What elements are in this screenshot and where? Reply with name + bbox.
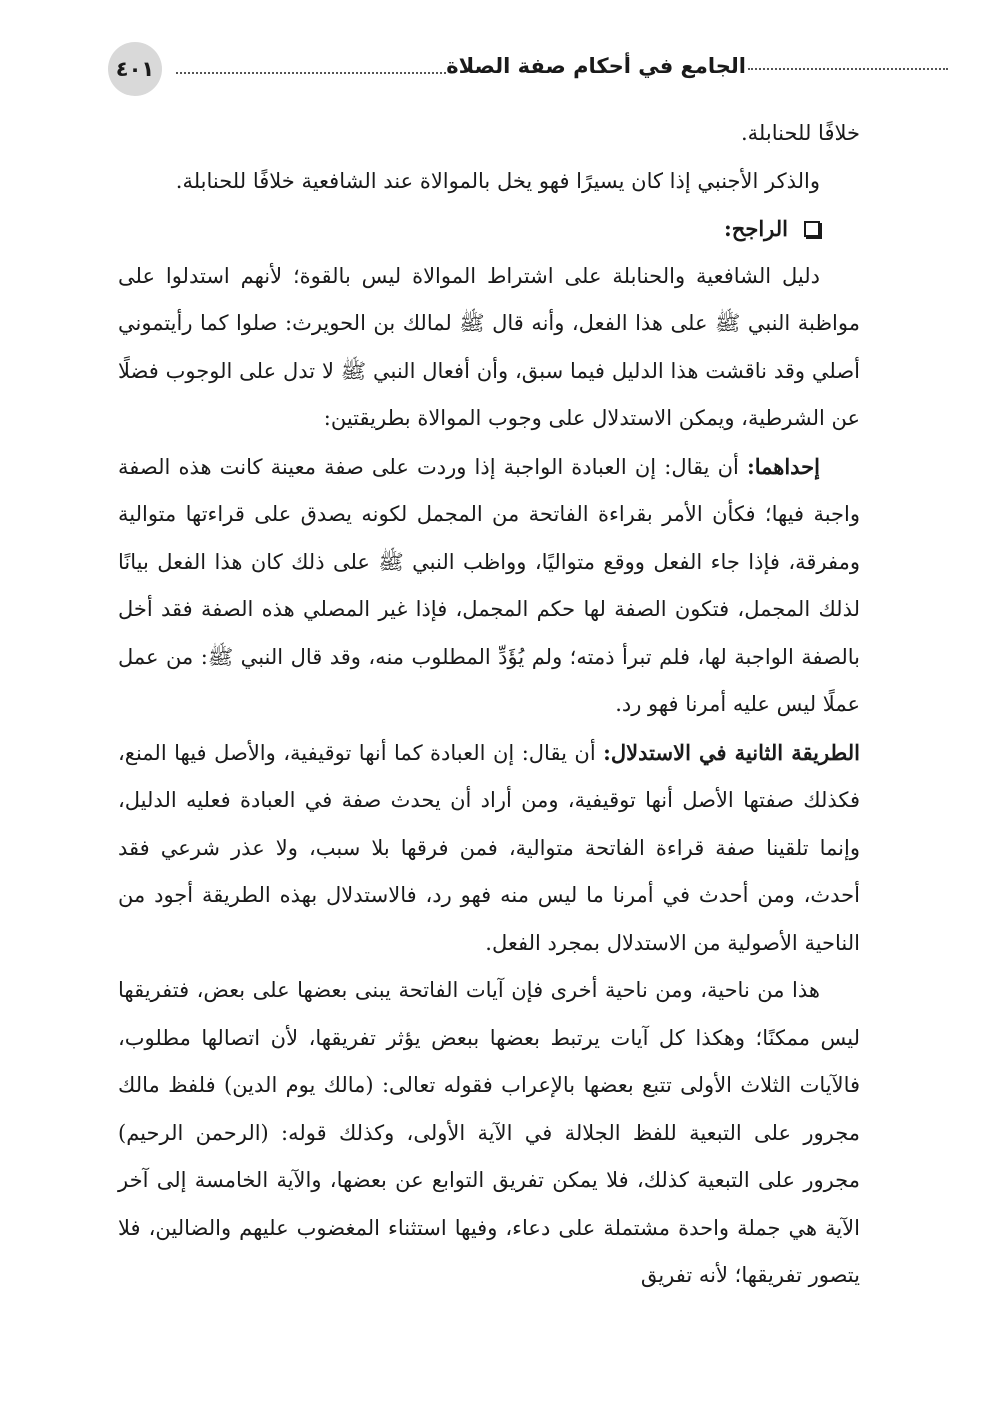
page-header [108, 42, 848, 106]
paragraph-2: والذكر الأجنبي إذا كان يسيرًا فهو يخل بالموالاة عند الشافعية خلافًا للحنابلة. [175, 168, 820, 193]
paragraph-4-lead: إحداهما: [746, 453, 820, 479]
paragraph-5-text: أن يقال: إن العبادة كما أنها توقيفية، والأصل فيها المنع، فكذلك صفتها الأصل أنها توقيفية، ومن أراد أن يحدث صفة في العبادة فعليه الدليل، وإنما تلقينا صفة قراءة الفاتحة متوالية، فمن فرقها بلا سبب، ولا عذر شرعي فقد أحدث، ومن أحدث في أمرنا ما ليس منه فهو رد، فالاستدلال بهذه الطريقة أجود من الناحية الأصولية من الاستدلال بمجرد الفعل. [118, 740, 860, 955]
paragraph-5-lead: الطريقة الثانية في الاستدلال: [603, 739, 860, 765]
page-number: ٤٠١ [115, 57, 155, 81]
header-dotted-rule-right [748, 68, 948, 70]
paragraph-3: دليل الشافعية والحنابلة على اشتراط الموالاة ليس بالقوة؛ لأنهم استدلوا على مواظبة النبي ﷺ على هذا الفعل، وأنه قال ﷺ لمالك بن الحويرث: صلوا كما رأيتموني أصلي وقد ناقشت هذا الدليل فيما سبق، وأن أفعال النبي ﷺ لا تدل على الوجوب فضلًا عن الشرطية، ويمكن الاستدلال على وجوب الموالاة بطريقتين: [118, 263, 860, 430]
paragraph-4-text: أن يقال: إن العبادة الواجبة إذا وردت على صفة معينة كانت هذه الصفة واجبة فيها؛ فكأن الأمر بقراءة الفاتحة من المجمل لكونه يصدق على قراءتها متوالية ومفرقة، فإذا جاء الفعل ووقع متواليًا، وواظب النبي ﷺ على ذلك كان هذا الفعل بيانًا لذلك المجمل، فتكون الصفة لها حكم المجمل، فإذا غير المصلي هذه الصفة فقد أخل بالصفة الواجبة لها، فلم تبرأ ذمته؛ ولم يُؤَدِّ المطلوب منه، وقد قال النبي ﷺ: من عمل عملًا ليس عليه أمرنا فهو رد. [118, 454, 860, 716]
page-body [118, 110, 860, 1300]
section-heading-text: الراجح: [724, 216, 788, 241]
header-dotted-rule-left [176, 72, 446, 74]
paragraph-6: هذا من ناحية، ومن ناحية أخرى فإن آيات الفاتحة يبنى بعضها على بعض، فتفريقها ليس ممكنًا؛ وهكذا كل آيات يرتبط بعضها ببعض يؤثر تفريقها، لأن اتصالها مطلوب، فالآيات الثلاث الأولى تتبع بعضها بالإعراب فقوله تعالى: (مالك يوم الدين) فلفظ مالك مجرور على التبعية للفظ الجلالة في الآية الأولى، وكذلك قوله: (الرحمن الرحيم) مجرور على التبعية كذلك، فلا يمكن تفريق التوابع عن بعضها، والآية الخامسة إلى آخر الآية هي جملة واحدة مشتملة على دعاء، وفيها استثناء المغضوب عليهم والضالين، فلا يتصور تفريقها؛ لأنه تفريق [118, 978, 860, 1287]
section-heading [118, 205, 860, 253]
page-number-badge [108, 42, 162, 96]
paragraph-1: خلافًا للحنابلة. [741, 121, 860, 145]
paragraph-4 [118, 443, 860, 729]
book-title: الجامع في أحكام صفة الصلاة [446, 54, 746, 78]
square-bullet-icon [804, 221, 820, 237]
paragraph-5 [118, 729, 860, 968]
